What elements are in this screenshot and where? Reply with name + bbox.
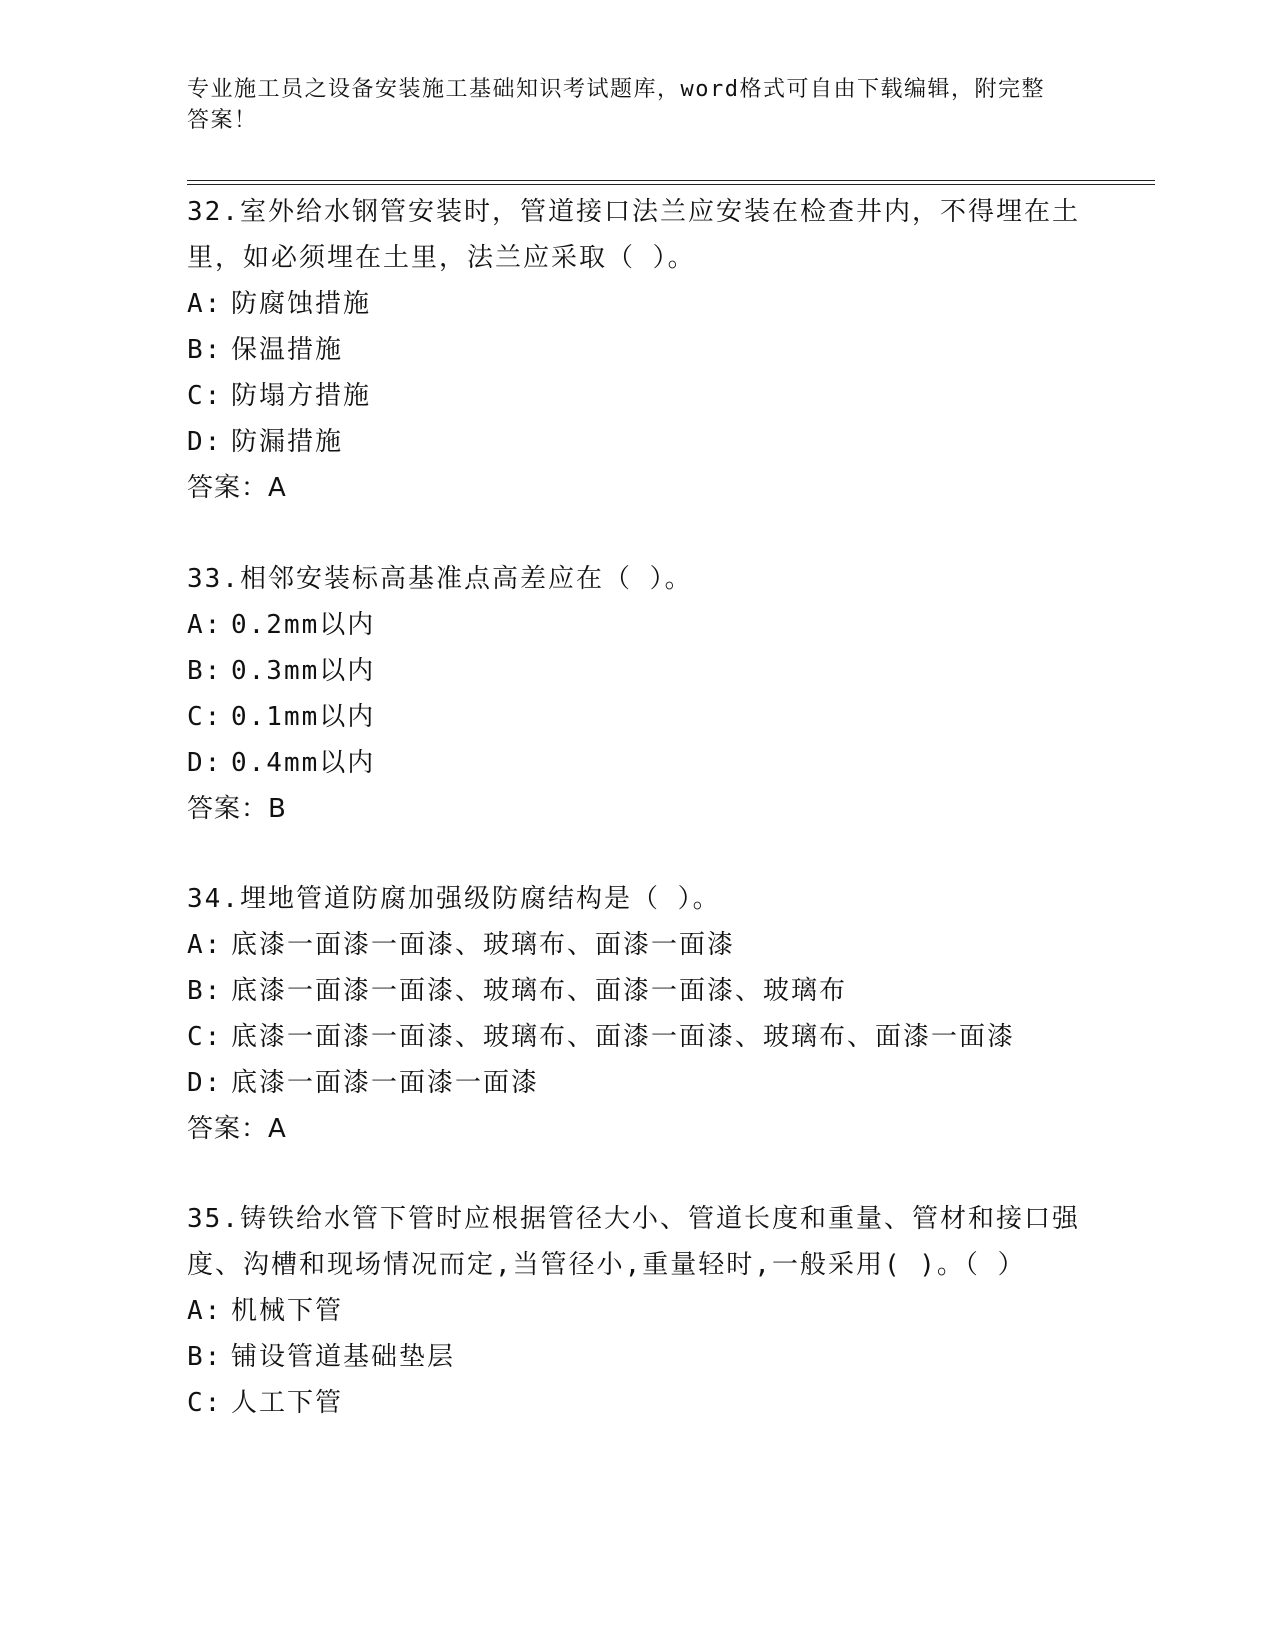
- option-d: [187, 419, 1087, 465]
- question-34: [187, 876, 1087, 1152]
- option-b: [187, 1334, 1087, 1380]
- question-33: [187, 556, 1087, 832]
- option-text: 0.4mm以内: [231, 748, 376, 778]
- option-letter: B:: [187, 976, 223, 1006]
- option-letter: D:: [187, 1068, 223, 1098]
- option-text: 底漆一面漆一面漆、玻璃布、面漆一面漆、玻璃布: [231, 976, 848, 1006]
- question-stem: 室外给水钢管安装时，管道接口法兰应安装在检查井内，不得埋在土里，如必须埋在土里，法兰应采取（ ）。: [187, 197, 1080, 273]
- answer-line: 答案：A: [187, 1114, 287, 1144]
- question-text: [187, 1196, 1087, 1288]
- option-a: [187, 602, 1087, 648]
- question-text: [187, 189, 1087, 281]
- answer-line: 答案：A: [187, 473, 287, 503]
- option-text: 底漆一面漆一面漆、玻璃布、面漆一面漆、玻璃布、面漆一面漆: [231, 1022, 1016, 1052]
- option-letter: D:: [187, 427, 223, 457]
- option-text: 机械下管: [231, 1296, 344, 1326]
- option-letter: A:: [187, 1296, 223, 1326]
- option-text: 铺设管道基础垫层: [231, 1342, 456, 1372]
- question-35: [187, 1196, 1087, 1426]
- option-letter: B:: [187, 1342, 223, 1372]
- option-letter: A:: [187, 930, 223, 960]
- question-text: [187, 556, 1087, 602]
- question-number: 32.: [187, 197, 240, 227]
- option-text: 0.2mm以内: [231, 610, 376, 640]
- option-letter: C:: [187, 1022, 223, 1052]
- option-text: 保温措施: [231, 335, 344, 365]
- option-text: 防腐蚀措施: [231, 289, 372, 319]
- document-header: 专业施工员之设备安装施工基础知识考试题库，word格式可自由下载编辑，附完整答案！: [187, 77, 1045, 133]
- option-d: [187, 1060, 1087, 1106]
- question-number: 34.: [187, 884, 240, 914]
- header-divider-bottom: [187, 184, 1155, 185]
- option-c: [187, 373, 1087, 419]
- option-c: [187, 1380, 1087, 1426]
- option-text: 底漆一面漆一面漆、玻璃布、面漆一面漆: [231, 930, 736, 960]
- option-letter: D:: [187, 748, 223, 778]
- option-letter: A:: [187, 610, 223, 640]
- option-letter: A:: [187, 289, 223, 319]
- option-text: 0.3mm以内: [231, 656, 376, 686]
- option-text: 防塌方措施: [231, 381, 372, 411]
- option-text: 人工下管: [231, 1388, 344, 1418]
- option-letter: B:: [187, 335, 223, 365]
- option-c: [187, 694, 1087, 740]
- option-b: [187, 327, 1087, 373]
- option-a: [187, 922, 1087, 968]
- option-d: [187, 740, 1087, 786]
- question-stem: 铸铁给水管下管时应根据管径大小、管道长度和重量、管材和接口强度、沟槽和现场情况而定,当管径小,重量轻时,一般采用( )。（ ）: [187, 1204, 1080, 1280]
- option-b: [187, 968, 1087, 1014]
- option-c: [187, 1014, 1087, 1060]
- option-letter: C:: [187, 702, 223, 732]
- question-text: [187, 876, 1087, 922]
- option-text: 0.1mm以内: [231, 702, 376, 732]
- option-text: 防漏措施: [231, 427, 344, 457]
- option-a: [187, 1288, 1087, 1334]
- option-letter: C:: [187, 381, 223, 411]
- option-letter: B:: [187, 656, 223, 686]
- question-32: [187, 189, 1087, 511]
- question-number: 35.: [187, 1204, 240, 1234]
- option-text: 底漆一面漆一面漆一面漆: [231, 1068, 540, 1098]
- option-letter: C:: [187, 1388, 223, 1418]
- question-stem: 相邻安装标高基准点高差应在（ ）。: [239, 564, 693, 594]
- option-b: [187, 648, 1087, 694]
- question-stem: 埋地管道防腐加强级防腐结构是（ ）。: [239, 884, 721, 914]
- option-a: [187, 281, 1087, 327]
- question-number: 33.: [187, 564, 240, 594]
- header-divider-top: [187, 180, 1155, 181]
- answer-line: 答案：B: [187, 794, 287, 824]
